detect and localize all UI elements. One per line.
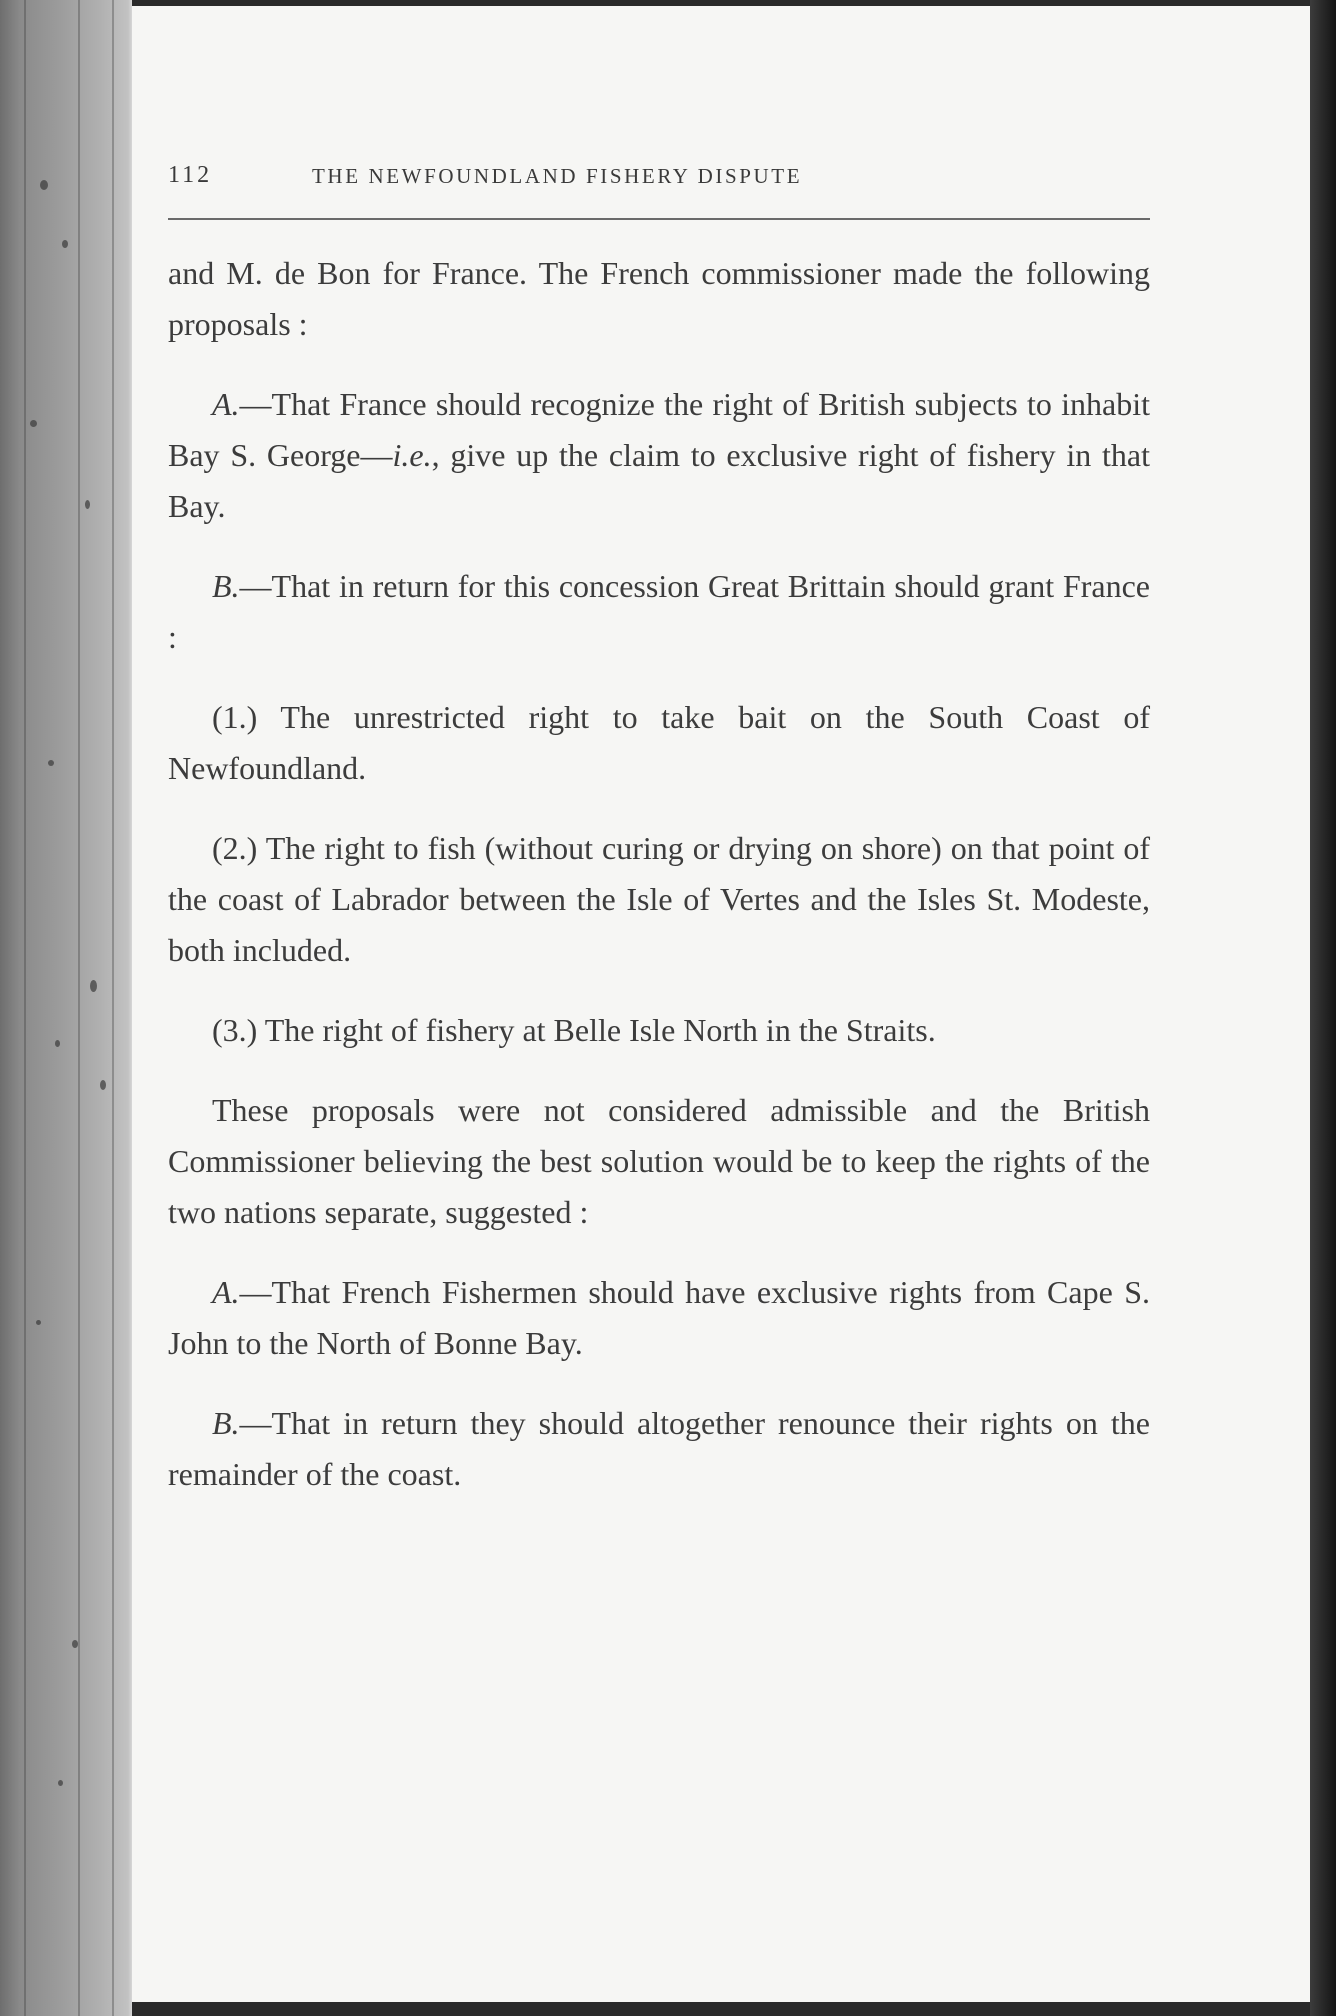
header-rule xyxy=(168,218,1150,220)
paragraph-item-3: (3.) The right of fishery at Belle Isle North in the Straits. xyxy=(212,1012,936,1048)
paragraph-counter-b xyxy=(168,1398,1150,1500)
edge-speck xyxy=(85,500,90,509)
paragraph-item-1: (1.) The unrestricted right to take bait on the South Coast of Newfoundland. xyxy=(168,699,1150,786)
paragraph-intro: and M. de Bon for France. The French commissioner made the following proposals : xyxy=(168,255,1150,342)
proposal-text: —That French Fishermen should have exclusive rights from Cape S. John to the North of Bonne Bay. xyxy=(168,1274,1150,1361)
proposal-letter: A. xyxy=(212,386,240,422)
edge-streak xyxy=(78,0,80,2016)
proposal-letter: A. xyxy=(212,1274,240,1310)
proposal-text: —That in return they should altogether renounce their rights on the remainder of the coast. xyxy=(168,1405,1150,1492)
edge-speck xyxy=(100,1080,106,1090)
body-text xyxy=(168,248,1150,1529)
proposal-text: —That in return for this concession Great Brittain should grant France : xyxy=(168,568,1150,655)
book-spine-edge xyxy=(0,0,132,2016)
paragraph-proposal-b xyxy=(168,561,1150,663)
paragraph-counter-a xyxy=(168,1267,1150,1369)
edge-speck xyxy=(36,1320,41,1325)
edge-speck xyxy=(90,980,97,992)
paragraph-proposal-a xyxy=(168,379,1150,532)
paragraph-item-2: (2.) The right to fish (without curing or drying on shore) on that point of the coast of Labrador between the Isle of Vertes and the Isles St. Modeste, both included. xyxy=(168,830,1150,968)
proposal-letter: B. xyxy=(212,1405,240,1441)
running-title: THE NEWFOUNDLAND FISHERY DISPUTE xyxy=(312,164,803,188)
paragraph-response: These proposals were not considered admissible and the British Commissioner believing the best solution would be to keep the rights of the two nations separate, suggested : xyxy=(168,1092,1150,1230)
running-head xyxy=(168,162,1150,202)
proposal-ie: i.e. xyxy=(392,437,432,473)
edge-speck xyxy=(48,760,54,766)
proposal-text: —That France should recognize the right of British subjects to inhabit Bay S. George— xyxy=(168,386,1150,473)
proposal-text-rest: , give up the claim to exclusive right of fishery in that Bay. xyxy=(168,437,1151,524)
proposal-letter: B. xyxy=(212,568,240,604)
page-number: 112 xyxy=(168,162,213,188)
page-gutter-shadow xyxy=(1310,0,1336,2016)
edge-speck xyxy=(40,180,48,190)
edge-speck xyxy=(62,240,68,248)
edge-speck xyxy=(55,1040,60,1047)
edge-speck xyxy=(30,420,37,427)
edge-streak xyxy=(24,0,26,2016)
edge-streak xyxy=(112,0,114,2016)
edge-speck xyxy=(58,1780,63,1786)
